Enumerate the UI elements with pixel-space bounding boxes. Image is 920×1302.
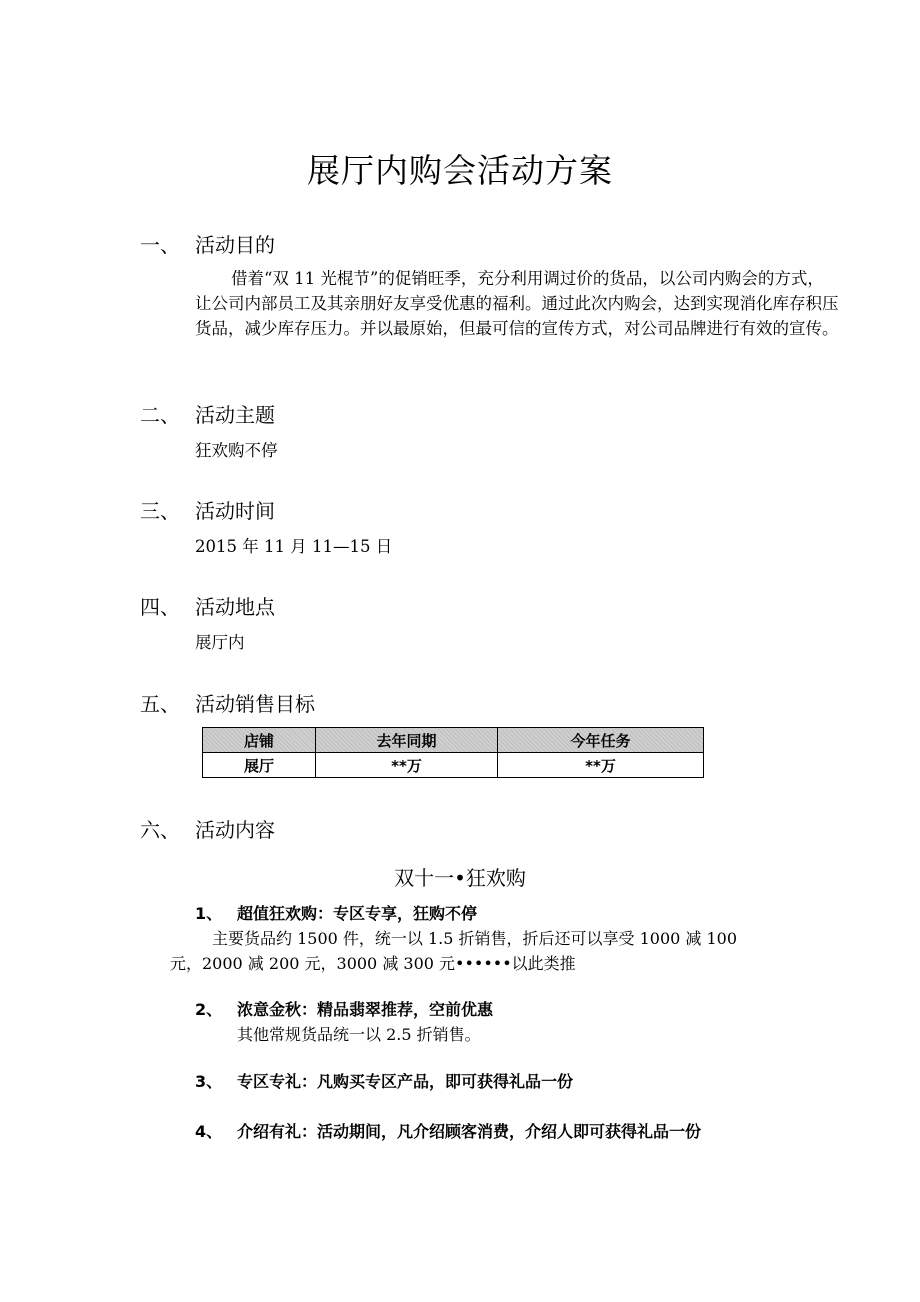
table-cell-store: 展厅 <box>203 753 316 778</box>
item-number: 2、 <box>195 1000 223 1019</box>
content-item-1 <box>170 901 795 976</box>
section-title: 活动地点 <box>195 595 275 619</box>
table-cell-this-year: **万 <box>498 753 704 778</box>
table-header-this-year: 今年任务 <box>498 728 704 753</box>
section-content <box>140 815 840 845</box>
section-number: 五、 <box>140 692 180 716</box>
table-header-store: 店铺 <box>203 728 316 753</box>
section-heading <box>140 496 840 526</box>
item-title: 超值狂欢购：专区专享，狂购不停 <box>237 904 478 923</box>
section-time <box>140 496 840 559</box>
item-body-line: 主要货品约 1500 件，统一以 1.5 折销售，折后还可以享受 1000 减 100 <box>212 929 738 948</box>
section-number: 一、 <box>140 233 180 257</box>
section-number: 二、 <box>140 403 180 427</box>
section-title: 活动主题 <box>195 403 275 427</box>
section-body: 狂欢购不停 <box>195 441 278 460</box>
section-body: 2015 年 11 月 11—15 日 <box>195 537 393 556</box>
table-header-row <box>203 728 704 753</box>
section-number: 六、 <box>140 818 180 842</box>
item-heading <box>195 997 795 1022</box>
item-heading <box>195 901 795 926</box>
section-location <box>140 592 840 655</box>
item-body-line: 其他常规货品统一以 2.5 折销售。 <box>237 1025 481 1044</box>
table-row <box>203 753 704 778</box>
item-title: 介绍有礼：活动期间，凡介绍顾客消费，介绍人即可获得礼品一份 <box>237 1122 702 1141</box>
content-item-4 <box>195 1119 795 1144</box>
item-number: 1、 <box>195 904 223 923</box>
section-title: 活动内容 <box>195 818 275 842</box>
section-heading <box>140 230 840 260</box>
table-header-last-year: 去年同期 <box>316 728 498 753</box>
section-title: 活动时间 <box>195 499 275 523</box>
section-heading <box>140 592 840 622</box>
section-sales-target <box>140 689 840 719</box>
document-title: 展厅内购会活动方案 <box>307 151 613 190</box>
item-body-line: 元，2000 减 200 元，3000 减 300 元••••••以此类推 <box>170 954 576 973</box>
section-number: 四、 <box>140 595 180 619</box>
item-title: 专区专礼：凡购买专区产品，即可获得礼品一份 <box>237 1072 574 1091</box>
section-title: 活动目的 <box>195 233 275 257</box>
section-body: 借着“双 11 光棍节”的促销旺季，充分利用调过价的货品，以公司内购会的方式，让公司内部员工及其亲朋好友享受优惠的福利。通过此次内购会，达到实现消化库存积压货品，减少库存压力。并以最原始，但最可信的宣传方式，对公司品牌进行有效的宣传。 <box>195 269 839 338</box>
content-item-2 <box>195 997 795 1047</box>
section-title: 活动销售目标 <box>195 692 315 716</box>
section-theme <box>140 400 840 463</box>
item-heading <box>195 1119 795 1144</box>
item-title: 浓意金秋：精品翡翠推荐，空前优惠 <box>237 1000 494 1019</box>
item-heading <box>195 1069 795 1094</box>
item-body <box>170 926 810 976</box>
section-heading <box>140 815 840 845</box>
section-heading <box>140 400 840 430</box>
item-number: 3、 <box>195 1072 223 1091</box>
section-body: 展厅内 <box>195 633 245 652</box>
section-number: 三、 <box>140 499 180 523</box>
item-body <box>195 1022 795 1047</box>
section-heading <box>140 689 840 719</box>
item-number: 4、 <box>195 1122 223 1141</box>
table-cell-last-year: **万 <box>316 753 498 778</box>
section-purpose <box>140 230 840 341</box>
content-item-3 <box>195 1069 795 1094</box>
sales-target-table <box>202 727 704 778</box>
content-subtitle: 双十一•狂欢购 <box>394 866 526 890</box>
